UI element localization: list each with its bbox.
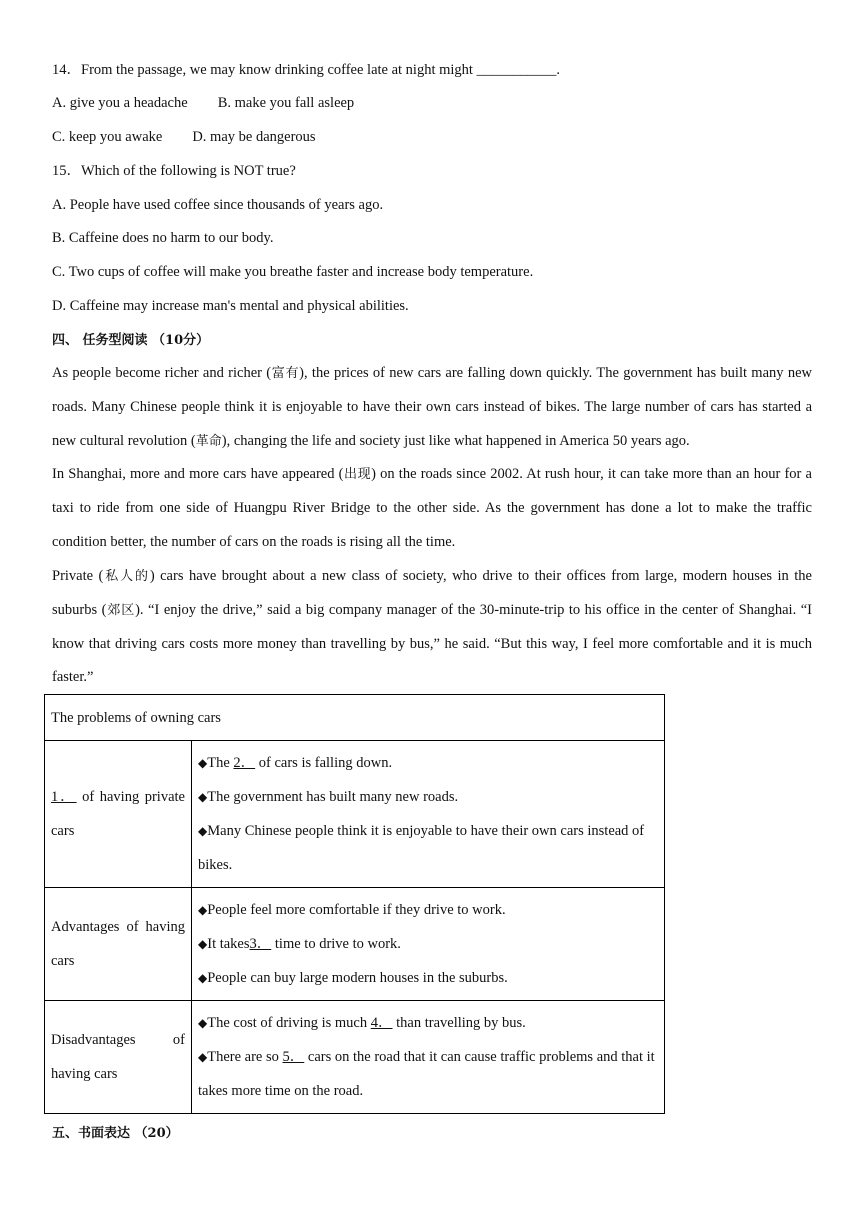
row2-bullet-2: ◆It takes3． time to drive to work.	[198, 936, 401, 952]
passage-paragraph-2: In Shanghai, more and more cars have appeared (出现) on the roads since 2002. At rush hour, it can take more than an hour for a taxi to ride from one side of Huangpu River Bridge to the other side. As the government has done a lot to make the traffic condition better, the number of cars on the roads is rising all the time.	[52, 466, 812, 550]
q14-option-c: C. keep you awake	[52, 129, 163, 145]
q14-stem: 14．From the passage, we may know drinking coffee late at night might ___________.	[52, 62, 560, 78]
row1-content	[192, 741, 665, 888]
row1-bullet-3: ◆Many Chinese people think it is enjoyable to have their own cars instead of bikes.	[198, 823, 645, 873]
q14-option-b: B. make you fall asleep	[217, 95, 355, 111]
blank-2[interactable]: 2．	[233, 755, 256, 771]
task-table	[44, 694, 665, 1114]
row2-content	[192, 888, 665, 1001]
blank-4[interactable]: 4．	[370, 1015, 393, 1031]
table-row-reasons	[45, 741, 665, 888]
row3-bullet-1: ◆The cost of driving is much 4． than travelling by bus.	[198, 1015, 526, 1031]
passage-paragraph-3: Private (私人的) cars have brought about a new class of society, who drive to their offices from large, modern houses in the suburbs (郊区). “I enjoy the drive,” said a big company manager of the 30-minute-trip to his office in the center of Shanghai. “I know that driving cars costs more money than travelling by bus,” he said. “But this way, I feel more comfortable and it is much faster.”	[52, 568, 812, 686]
blank-1[interactable]: 1．	[51, 789, 77, 805]
table-header-row	[45, 695, 665, 741]
row1-bullet-2: ◆The government has built many new roads.	[198, 789, 459, 805]
row1-bullet-1: ◆The 2． of cars is falling down.	[198, 755, 393, 771]
row2-label: Advantages of having cars	[45, 888, 192, 1001]
row3-content	[192, 1001, 665, 1114]
row3-label: Disadvantages of having cars	[45, 1001, 192, 1114]
q15-stem: 15．Which of the following is NOT true?	[52, 163, 296, 179]
blank-5[interactable]: 5．	[282, 1049, 305, 1065]
row3-bullet-2: ◆There are so 5． cars on the road that it can cause traffic problems and that it takes more time on the road.	[198, 1049, 655, 1099]
q15-option-a: A. People have used coffee since thousands of years ago.	[52, 197, 384, 213]
section-4-heading: 四、 任务型阅读 （10分）	[52, 333, 210, 348]
table-row-disadvantages	[45, 1001, 665, 1114]
q15-option-b: B. Caffeine does no harm to our body.	[52, 230, 274, 246]
passage-paragraph-1: As people become richer and richer (富有), the prices of new cars are falling down quickly. The government has built many new roads. Many Chinese people think it is enjoyable to have their own cars instead of bikes. The large number of cars has started a new cultural revolution (革命), changing the life and society just like what happened in America 50 years ago.	[52, 365, 812, 449]
table-header: The problems of owning cars	[45, 695, 665, 741]
row2-bullet-1: ◆People feel more comfortable if they drive to work.	[198, 902, 506, 918]
q14-option-a: A. give you a headache	[52, 95, 188, 111]
row2-bullet-3: ◆People can buy large modern houses in the suburbs.	[198, 970, 508, 986]
table-row-advantages	[45, 888, 665, 1001]
q14-options-cd	[52, 127, 316, 147]
q14-option-d: D. may be dangerous	[192, 129, 316, 145]
blank-3[interactable]: 3．	[249, 936, 272, 952]
q15-option-d: D. Caffeine may increase man's mental and physical abilities.	[52, 298, 409, 314]
q14-options-ab	[52, 93, 354, 113]
section-5-heading: 五、书面表达 （20）	[52, 1126, 179, 1141]
q15-option-c: C. Two cups of coffee will make you breathe faster and increase body temperature.	[52, 264, 534, 280]
row1-label: 1． of having private cars	[45, 741, 192, 888]
